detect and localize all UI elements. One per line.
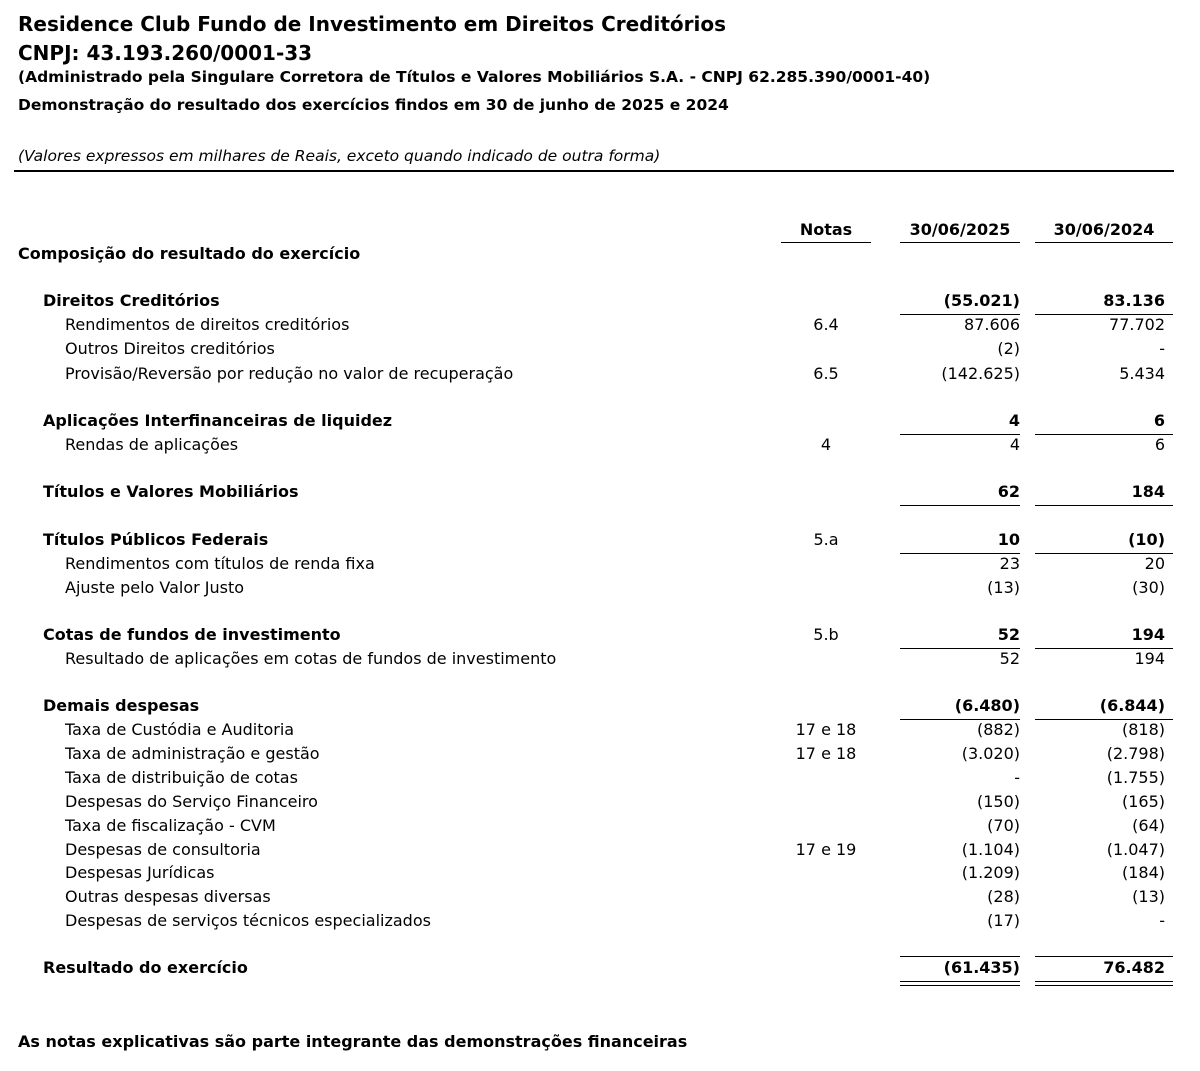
total-top-line-2024: [1035, 956, 1173, 957]
row-value-2025: 87.606: [964, 315, 1020, 334]
total-double-line-2025-a: [900, 981, 1020, 982]
notes-header-underline: [781, 242, 871, 243]
administrator-info: (Administrado pela Singulare Corretora de Títulos e Valores Mobiliários S.A. - CNPJ 62.285.390/0001-40): [18, 68, 931, 86]
table-row: [0, 744, 1200, 768]
row-value-2024: (818): [1121, 720, 1165, 739]
row-value-2024: 6: [1154, 435, 1165, 454]
row-label: Taxa de Custódia e Auditoria: [65, 720, 295, 739]
row-value-2025: (882): [976, 720, 1020, 739]
table-row: [0, 530, 1200, 554]
table-row: [0, 578, 1200, 602]
fund-title: Residence Club Fundo de Investimento em Direitos Creditórios: [18, 12, 727, 36]
table-row: [0, 887, 1200, 911]
row-value-2025: (28): [987, 887, 1020, 906]
row-value-2024: 76.482: [1103, 958, 1165, 977]
total-double-line-2024-a: [1035, 981, 1173, 982]
row-value-2025: (6.480): [954, 696, 1020, 715]
row-value-2024: (1.047): [1106, 840, 1165, 859]
row-value-2024: 83.136: [1103, 291, 1165, 310]
row-label: Despesas do Serviço Financeiro: [65, 792, 318, 811]
row-value-2024: -: [1159, 911, 1165, 930]
row-value-2024: -: [1159, 339, 1165, 358]
row-value-2024: 6: [1153, 411, 1165, 430]
row-value-2024: 5.434: [1119, 364, 1165, 383]
row-value-2025: 10: [997, 530, 1020, 549]
row-label: Rendas de aplicações: [65, 435, 239, 454]
row-note: 6.5: [813, 364, 839, 383]
row-label: Resultado do exercício: [43, 958, 248, 977]
row-value-2024: 194: [1131, 625, 1165, 644]
row-value-2025: (70): [987, 816, 1020, 835]
header-divider: [14, 170, 1174, 172]
row-label: Despesas de consultoria: [65, 840, 261, 859]
row-value-2024: (10): [1128, 530, 1165, 549]
row-label: Taxa de fiscalização - CVM: [65, 816, 276, 835]
row-value-2024: (2.798): [1106, 744, 1165, 763]
year-2024-header-underline: [1035, 242, 1173, 243]
row-value-2025: (142.625): [941, 364, 1020, 383]
row-label: Despesas de serviços técnicos especializados: [65, 911, 431, 930]
subtotal-line-2024: [1035, 505, 1173, 506]
row-value-2025: (55.021): [943, 291, 1020, 310]
row-note: 5.b: [813, 625, 839, 644]
row-value-2024: (6.844): [1099, 696, 1165, 715]
row-label: Aplicações Interfinanceiras de liquidez: [43, 411, 393, 430]
table-row: [0, 482, 1200, 506]
row-label: Provisão/Reversão por redução no valor de recuperação: [65, 364, 514, 383]
row-note: 5.a: [813, 530, 839, 549]
row-value-2025: 4: [1008, 411, 1020, 430]
row-value-2025: 62: [997, 482, 1020, 501]
year-2025-column-header: 30/06/2025: [909, 220, 1011, 239]
units-note: (Valores expressos em milhares de Reais, exceto quando indicado de outra forma): [18, 147, 661, 165]
row-note: 17 e 18: [795, 744, 857, 763]
table-row: [0, 315, 1200, 339]
total-double-line-2025-b: [900, 985, 1020, 986]
table-row: [0, 911, 1200, 935]
row-label: Títulos e Valores Mobiliários: [43, 482, 299, 501]
row-value-2024: 20: [1144, 554, 1165, 573]
table-row: [0, 863, 1200, 887]
row-label: Taxa de administração e gestão: [65, 744, 320, 763]
row-value-2025: 52: [999, 649, 1020, 668]
row-note: 17 e 19: [795, 840, 857, 859]
row-value-2024: (1.755): [1106, 768, 1165, 787]
row-label: Outras despesas diversas: [65, 887, 271, 906]
row-value-2025: 23: [999, 554, 1020, 573]
row-value-2025: (13): [987, 578, 1020, 597]
row-value-2025: (3.020): [961, 744, 1020, 763]
total-top-line-2025: [900, 956, 1020, 957]
table-row: [0, 816, 1200, 840]
statement-title: Demonstração do resultado dos exercícios findos em 30 de junho de 2025 e 2024: [18, 96, 729, 114]
table-row: [0, 649, 1200, 673]
row-value-2024: (184): [1121, 863, 1165, 882]
table-row: [0, 291, 1200, 315]
row-value-2025: 4: [1009, 435, 1020, 454]
row-label: Títulos Públicos Federais: [43, 530, 269, 549]
row-value-2024: 194: [1134, 649, 1165, 668]
row-label: Demais despesas: [43, 696, 200, 715]
row-value-2025: -: [1014, 768, 1020, 787]
row-label: Taxa de distribuição de cotas: [65, 768, 298, 787]
table-row: [0, 768, 1200, 792]
row-value-2024: (165): [1121, 792, 1165, 811]
table-row: [0, 364, 1200, 388]
row-note: 17 e 18: [795, 720, 857, 739]
row-value-2024: (30): [1132, 578, 1165, 597]
row-value-2025: 52: [997, 625, 1020, 644]
row-label: Despesas Jurídicas: [65, 863, 215, 882]
row-value-2025: (17): [987, 911, 1020, 930]
row-value-2025: (61.435): [943, 958, 1020, 977]
row-value-2025: (2): [997, 339, 1020, 358]
row-value-2024: (13): [1132, 887, 1165, 906]
row-value-2025: (1.209): [961, 863, 1020, 882]
row-value-2024: (64): [1132, 816, 1165, 835]
footer-note: As notas explicativas são parte integrante das demonstrações financeiras: [18, 1032, 688, 1051]
table-row: [0, 792, 1200, 816]
row-label: Ajuste pelo Valor Justo: [65, 578, 245, 597]
row-value-2024: 184: [1131, 482, 1165, 501]
row-label: Direitos Creditórios: [43, 291, 220, 310]
table-row: [0, 696, 1200, 720]
row-label: Rendimentos com títulos de renda fixa: [65, 554, 375, 573]
table-row: [0, 339, 1200, 363]
subtotal-line-2025: [900, 505, 1020, 506]
row-note: 4: [820, 435, 832, 454]
section-heading-row: [0, 244, 1200, 268]
year-2025-header-underline: [900, 242, 1020, 243]
table-row: [0, 554, 1200, 578]
row-value-2025: (150): [976, 792, 1020, 811]
row-value-2024: 77.702: [1109, 315, 1165, 334]
row-label: Composição do resultado do exercício: [18, 244, 361, 263]
table-row: [0, 435, 1200, 459]
table-row: [0, 840, 1200, 864]
row-note: 6.4: [813, 315, 839, 334]
total-double-line-2024-b: [1035, 985, 1173, 986]
table-row: [0, 625, 1200, 649]
table-row: [0, 411, 1200, 435]
row-label: Rendimentos de direitos creditórios: [65, 315, 350, 334]
fund-cnpj: CNPJ: 43.193.260/0001-33: [18, 41, 313, 65]
table-row: [0, 720, 1200, 744]
total-row: [0, 958, 1200, 982]
notes-column-header: Notas: [799, 220, 853, 239]
year-2024-column-header: 30/06/2024: [1053, 220, 1155, 239]
row-value-2025: (1.104): [961, 840, 1020, 859]
row-label: Outros Direitos creditórios: [65, 339, 275, 358]
row-label: Cotas de fundos de investimento: [43, 625, 341, 644]
row-label: Resultado de aplicações em cotas de fundos de investimento: [65, 649, 557, 668]
